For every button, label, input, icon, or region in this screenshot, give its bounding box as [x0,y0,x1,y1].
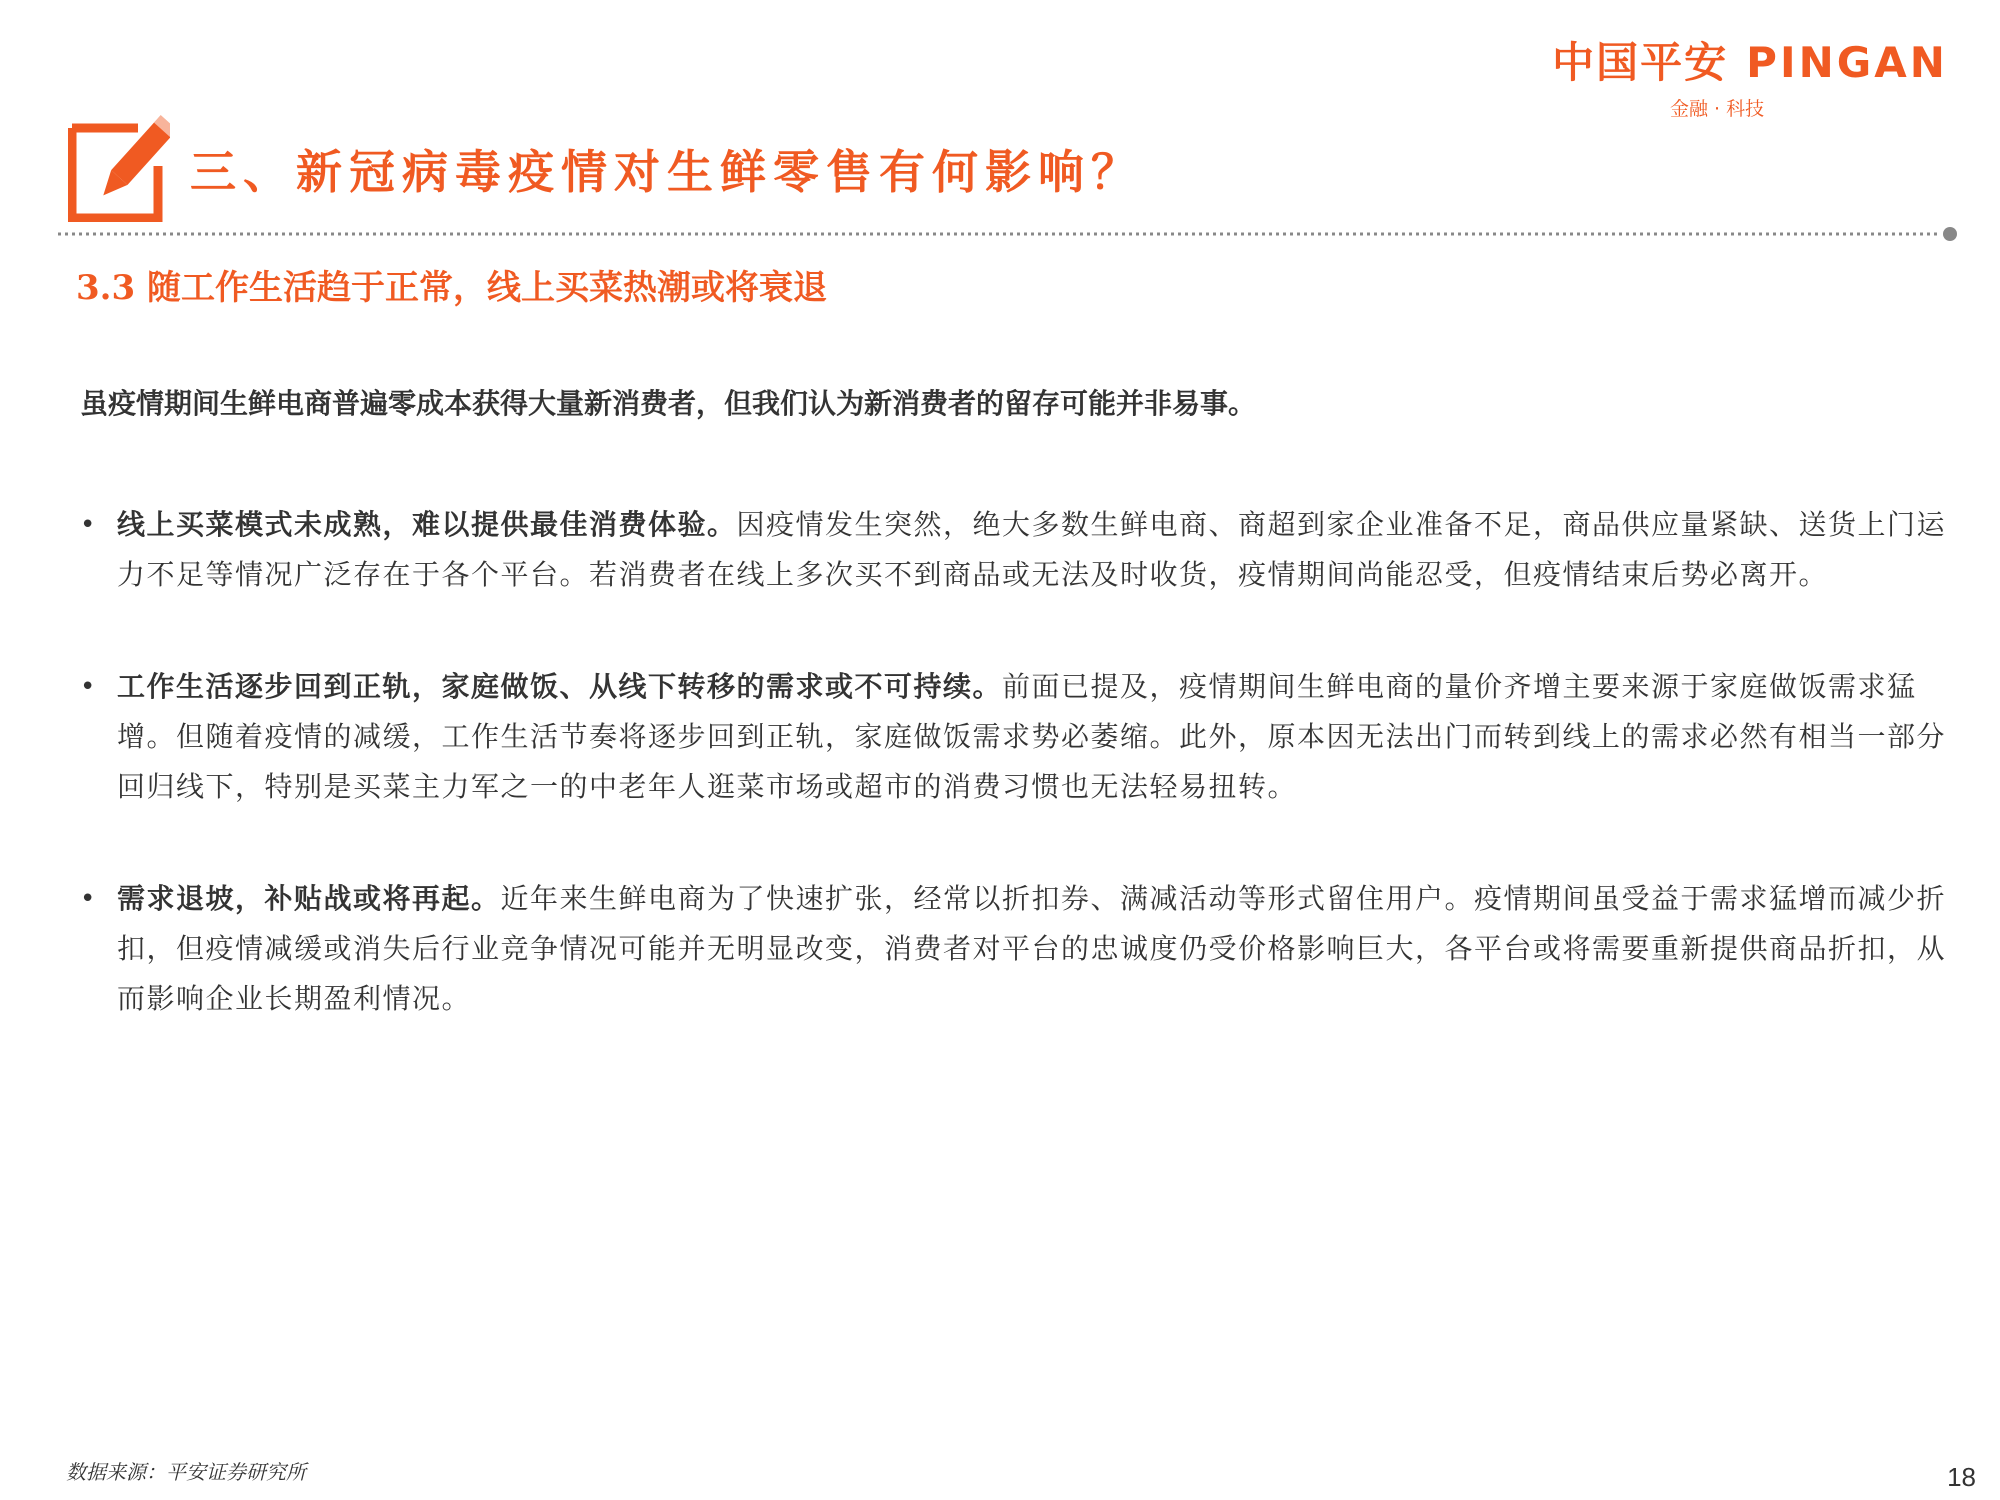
bullet-body: 因疫情发生突然，绝大多数生鲜电商、商超到家企业准备不足，商品供应量紧缺、送货上门运力不足等情况广泛存在于各个平台。若消费者在线上多次买不到商品或无法及时收货，疫情期间尚能忍受，但疫情结束后势必离开。 [117,508,1947,591]
section-title: 三、新冠病毒疫情对生鲜零售有何影响？ [190,145,1144,199]
bullet-item [80,874,1960,1024]
pingan-logo [1540,30,1960,121]
bullet-lead: 需求退坡，补贴战或将再起。 [117,882,501,915]
bullet-lead: 线上买菜模式未成熟，难以提供最佳消费体验。 [117,508,737,541]
intro-paragraph: 虽疫情期间生鲜电商普遍零成本获得大量新消费者，但我们认为新消费者的留存可能并非易事。 [80,387,1257,420]
bullet-list [80,500,1960,1086]
subsection-title: 3.3 随工作生活趋于正常，线上买菜热潮或将衰退 [76,268,827,308]
bullet-dot-icon: • [80,884,97,914]
logo-cn-text: 中国平安 [1552,38,1729,87]
bullet-body: 前面已提及，疫情期间生鲜电商的量价齐增主要来源于家庭做饭需求猛增。但随着疫情的减缓，工作生活节奏将逐步回到正轨，家庭做饭需求势必萎缩。此外，原本因无法出门而转到线上的需求必然有相当一部分回归线下，特别是买菜主力军之一的中老年人逛菜市场或超市的消费习惯也无法轻易扭转。 [117,670,1947,803]
header-divider [58,226,1960,242]
bullet-dot-icon: • [80,510,97,540]
logo-tagline: 金融 · 科技 [1670,98,1765,120]
bullet-dot-icon: • [80,672,97,702]
page-number: 18 [1947,1462,1976,1492]
bullet-item [80,500,1960,600]
pencil-note-icon [68,114,170,222]
logo-wordmark [1540,30,1960,90]
logo-en-text: PINGAN [1746,38,1948,87]
bullet-item [80,662,1960,812]
bullet-lead: 工作生活逐步回到正轨，家庭做饭、从线下转移的需求或不可持续。 [117,670,1003,703]
data-source-note: 数据来源：平安证券研究所 [66,1460,306,1484]
bullet-body: 近年来生鲜电商为了快速扩张，经常以折扣券、满减活动等形式留住用户。疫情期间虽受益于需求猛增而减少折扣，但疫情减缓或消失后行业竞争情况可能并无明显改变，消费者对平台的忠诚度仍受价格影响巨大，各平台或将需要重新提供商品折扣，从而影响企业长期盈利情况。 [117,882,1947,1015]
